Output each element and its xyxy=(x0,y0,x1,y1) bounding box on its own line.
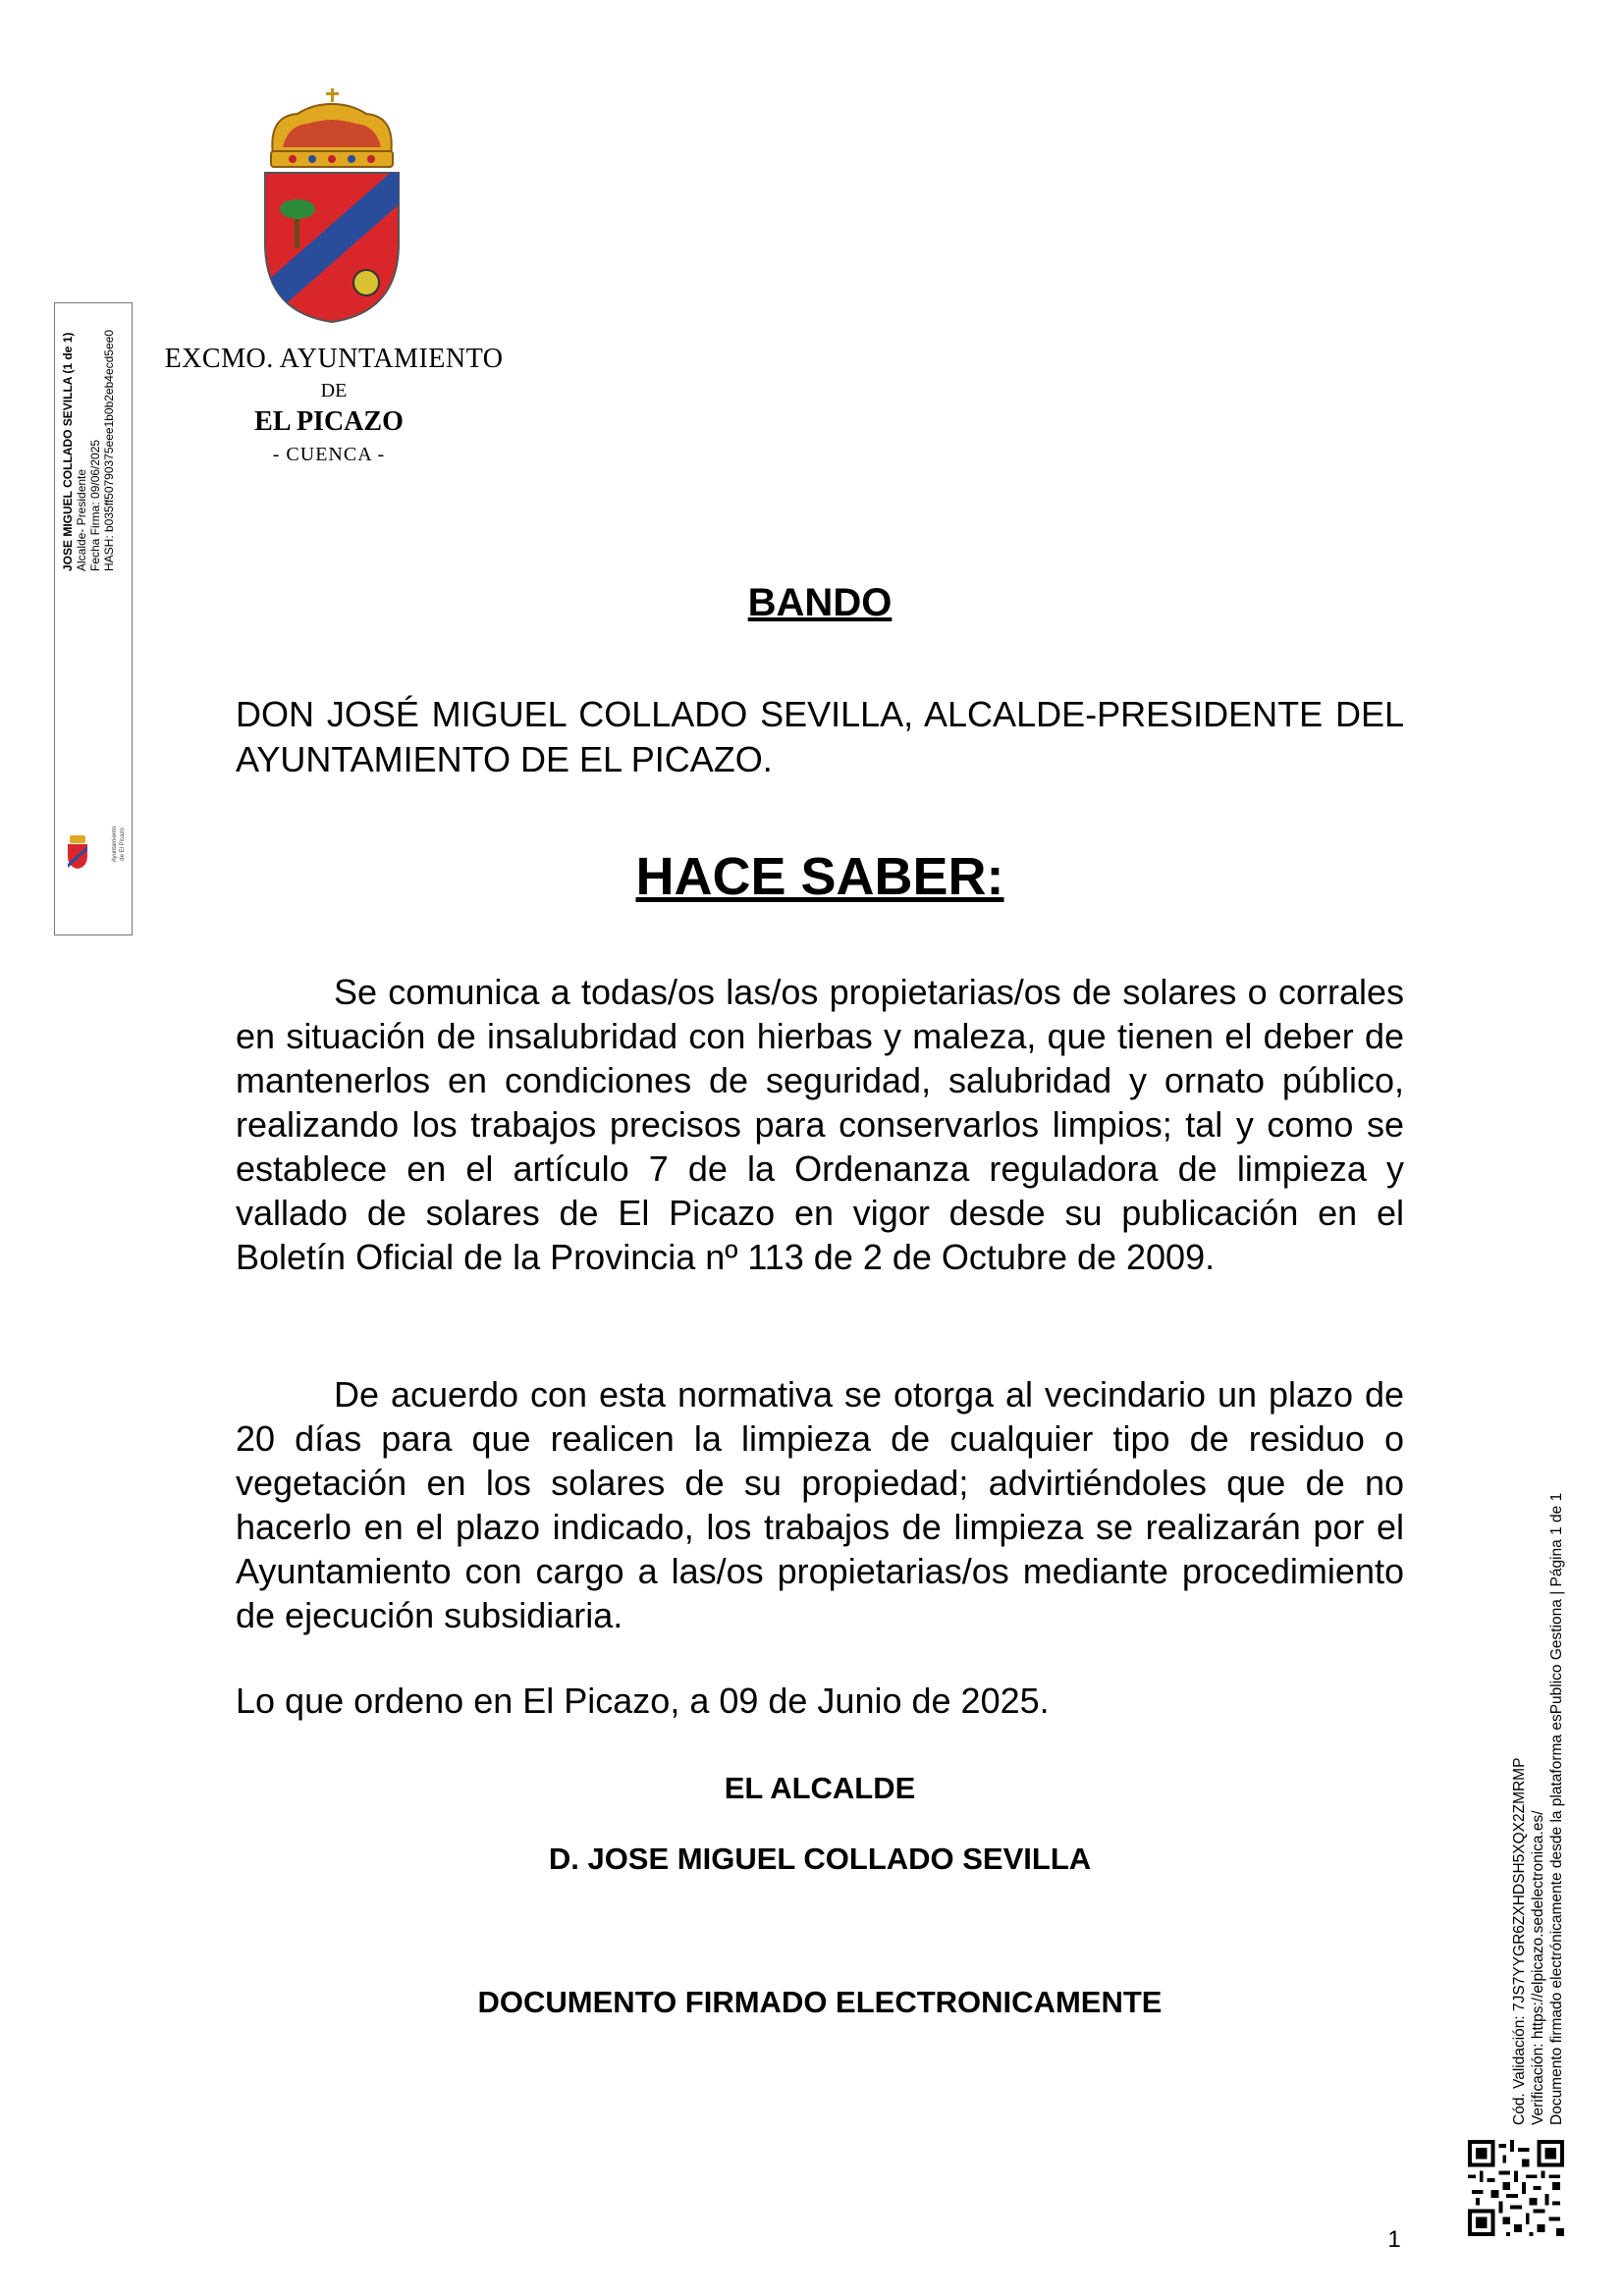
stamp-logo-icon xyxy=(65,834,90,870)
header-line-2: DE xyxy=(320,380,348,401)
header-line-1: EXCMO. AYUNTAMIENTO xyxy=(164,344,504,374)
stamp-caption-2: de El Picazo xyxy=(120,828,126,861)
signature-role: EL ALCALDE xyxy=(724,1771,916,1805)
stamp-signer: JOSE MIGUEL COLLADO SEVILLA (1 de 1) xyxy=(61,332,75,571)
closing-line: Lo que ordeno en El Picazo, a 09 de Junio de 2025. xyxy=(236,1681,1050,1721)
signature-name: D. JOSE MIGUEL COLLADO SEVILLA xyxy=(548,1842,1092,1876)
verification-code: Cód. Validación: 7JS7YYGR6ZXHDSH5XQX2ZMRMP xyxy=(1511,1757,1528,2125)
verification-url: Verificación: https://elpicazo.sedelectronica.es/ xyxy=(1530,1810,1546,2125)
hace-saber-heading: HACE SABER: xyxy=(635,847,1004,906)
header-province: - CUENCA - xyxy=(272,444,386,465)
stamp-logo-caption xyxy=(111,805,140,883)
header-municipality: EL PICAZO xyxy=(254,406,404,437)
document-intro: DON JOSÉ MIGUEL COLLADO SEVILLA, ALCALDE-PRESIDENTE DEL AYUNTAMIENTO DE EL PICAZO. xyxy=(236,694,1404,779)
signature-stamp-text xyxy=(61,277,120,571)
paragraph-1: Se comunica a todas/os las/os propietarias/os de solares o corrales en situación de insalubridad con hierbas y maleza, que tienen el deber de mantenerlos en condiciones de seguridad, salubridad y ornato público, realizando los trabajos precisos para conservarlos limpios; tal y como se establece en el artículo 7 de la Ordenanza reguladora de limpieza y vallado de solares de El Picazo en vigor desde su publicación en el Boletín Oficial de la Provincia nº 113 de 2 de Octubre de 2009. xyxy=(236,972,1404,1277)
document-title: BANDO xyxy=(747,581,893,624)
qr-code-icon xyxy=(1468,2140,1564,2236)
paragraph-2: De acuerdo con esta normativa se otorga al vecindario un plazo de 20 días para que realicen la limpieza de cualquier tipo de residuo o vegetación en los solares de su propiedad; advirtiéndoles que de no hacerlo en el plazo indicado, los trabajos de limpieza se realizarán por el Ayuntamiento con cargo a las/os propietarias/os mediante procedimiento de ejecución subsidiaria. xyxy=(236,1374,1404,1635)
verification-platform: Documento firmado electrónicamente desde la plataforma esPublico Gestiona | Página 1 de 1 xyxy=(1548,1492,1565,2125)
stamp-role: Alcalde- Presidente xyxy=(75,468,88,571)
coat-of-arms-icon xyxy=(253,86,410,327)
page-number: 1 xyxy=(1387,2226,1401,2253)
signed-notice: DOCUMENTO FIRMADO ELECTRONICAMENTE xyxy=(477,1985,1163,2019)
verification-text xyxy=(1510,1438,1566,2125)
stamp-caption-1: Ayuntamiento xyxy=(112,826,118,863)
stamp-date: Fecha Firma: 09/06/2025 xyxy=(88,439,102,571)
stamp-hash: HASH: b035ff50790375eee1b0b2eb4ecd5ee0 xyxy=(102,330,116,571)
